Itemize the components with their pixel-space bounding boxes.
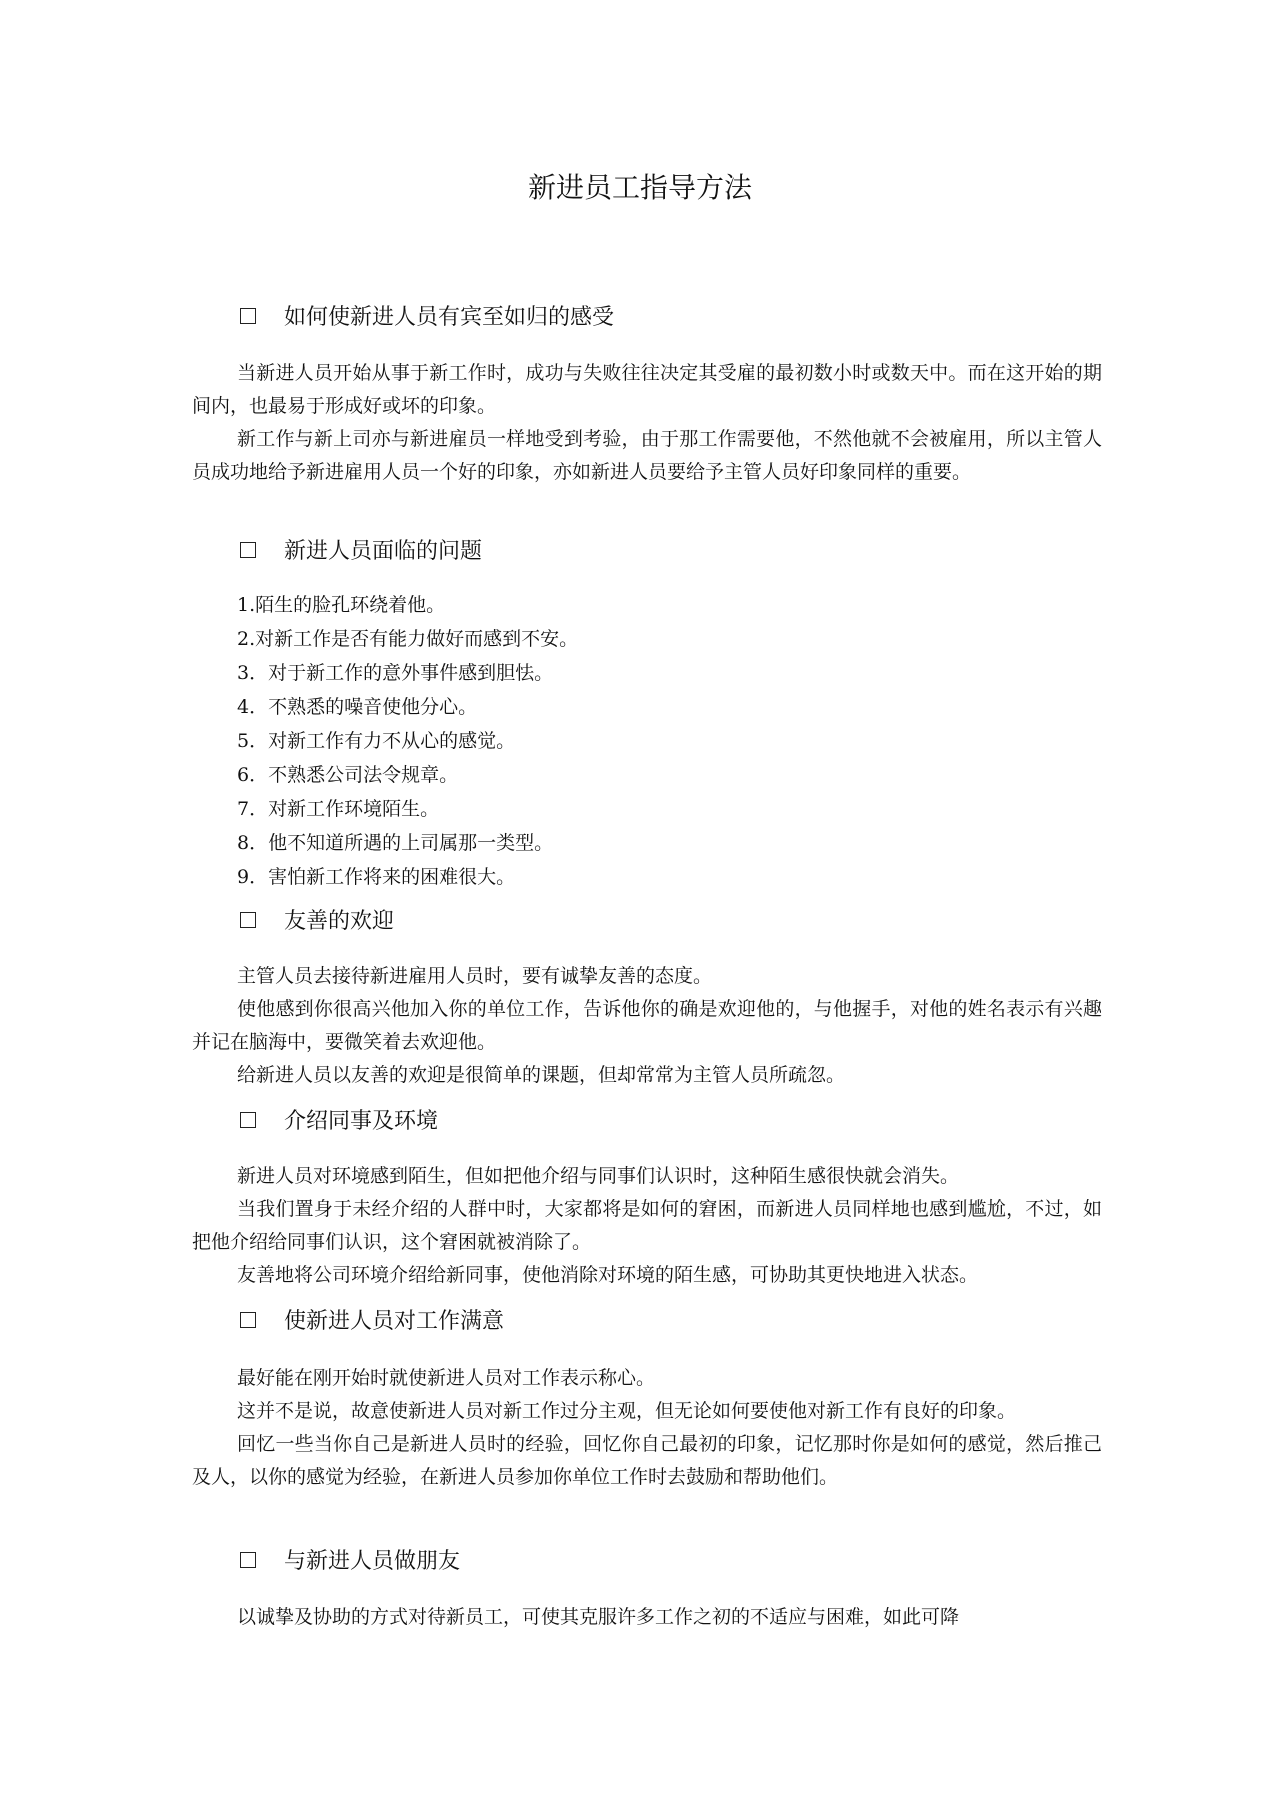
section-heading-text: 介绍同事及环境: [284, 1109, 439, 1134]
list-item: 7．对新工作环境陌生。: [237, 798, 440, 820]
section-heading-friendly-welcome: [240, 904, 394, 940]
paragraph: 新工作与新上司亦与新进雇员一样地受到考验，由于那工作需要他，不然他就不会被雇用，所以主管人员成功地给予新进雇用人员一个好的印象，亦如新进人员要给予主管人员好印象同样的重要。: [192, 428, 1102, 483]
paragraph: 使他感到你很高兴他加入你的单位工作，告诉他你的确是欢迎他的，与他握手，对他的姓名表示有兴趣并记在脑海中，要微笑着去欢迎他。: [192, 998, 1102, 1053]
checkbox-square-icon: [240, 912, 256, 928]
list-item: 2.对新工作是否有能力做好而感到不安。: [237, 628, 579, 650]
section-heading-job-satisfaction: [240, 1304, 504, 1340]
section-heading-text: 新进人员面临的问题: [284, 539, 483, 564]
checkbox-square-icon: [240, 308, 256, 324]
paragraph: 当我们置身于未经介绍的人群中时，大家都将是如何的窘困，而新进人员同样地也感到尴尬，不过，如把他介绍给同事们认识，这个窘困就被消除了。: [192, 1198, 1102, 1253]
paragraph: 这并不是说，故意使新进人员对新工作过分主观，但无论如何要使他对新工作有良好的印象。: [237, 1400, 1017, 1422]
section-heading-text: 友善的欢迎: [284, 909, 395, 934]
list-item: 6．不熟悉公司法令规章。: [237, 764, 459, 786]
list-item: 8．他不知道所遇的上司属那一类型。: [237, 832, 554, 854]
section-heading-introduce-colleagues: [240, 1104, 438, 1140]
list-item: 5．对新工作有力不从心的感觉。: [237, 730, 516, 752]
list-item: 1.陌生的脸孔环绕着他。: [237, 594, 446, 616]
checkbox-square-icon: [240, 1552, 256, 1568]
paragraph: 新进人员对环境感到陌生，但如把他介绍与同事们认识时，这种陌生感很快就会消失。: [237, 1165, 960, 1187]
section-body-friendly-welcome: [192, 960, 1102, 1092]
paragraph: 友善地将公司环境介绍给新同事，使他消除对环境的陌生感，可协助其更快地进入状态。: [237, 1264, 979, 1286]
section-body-welcome-feeling: [192, 357, 1102, 489]
paragraph: 当新进人员开始从事于新工作时，成功与失败往往决定其受雇的最初数小时或数天中。而在这开始的期间内，也最易于形成好或坏的印象。: [192, 362, 1102, 417]
paragraph: 最好能在刚开始时就使新进人员对工作表示称心。: [237, 1367, 656, 1389]
section-body-introduce-colleagues: [192, 1160, 1102, 1292]
section-heading-text: 使新进人员对工作满意: [284, 1309, 505, 1334]
paragraph: 主管人员去接待新进雇用人员时，要有诚挚友善的态度。: [237, 965, 713, 987]
paragraph: 回忆一些当你自己是新进人员时的经验，回忆你自己最初的印象，记忆那时你是如何的感觉，然后推己及人，以你的感觉为经验，在新进人员参加你单位工作时去鼓励和帮助他们。: [192, 1433, 1102, 1488]
section-body-befriend: [192, 1601, 1102, 1634]
section-heading-text: 如何使新进人员有宾至如归的感受: [284, 305, 615, 330]
section-body-job-satisfaction: [192, 1362, 1102, 1494]
list-item: 3．对于新工作的意外事件感到胆怯。: [237, 662, 554, 684]
paragraph: 以诚挚及协助的方式对待新员工，可使其克服许多工作之初的不适应与困难，如此可降: [237, 1606, 960, 1628]
document-title: 新进员工指导方法: [527, 171, 752, 204]
section-heading-befriend: [240, 1544, 460, 1580]
list-item: 4．不熟悉的噪音使他分心。: [237, 696, 478, 718]
problems-list: [237, 588, 1097, 894]
section-heading-welcome-feeling: [240, 300, 614, 336]
section-heading-problems: [240, 534, 482, 570]
checkbox-square-icon: [240, 1112, 256, 1128]
list-item: 9．害怕新工作将来的困难很大。: [237, 866, 516, 888]
checkbox-square-icon: [240, 1312, 256, 1328]
section-heading-text: 与新进人员做朋友: [284, 1549, 461, 1574]
checkbox-square-icon: [240, 542, 256, 558]
paragraph: 给新进人员以友善的欢迎是很简单的课题，但却常常为主管人员所疏忽。: [237, 1064, 846, 1086]
